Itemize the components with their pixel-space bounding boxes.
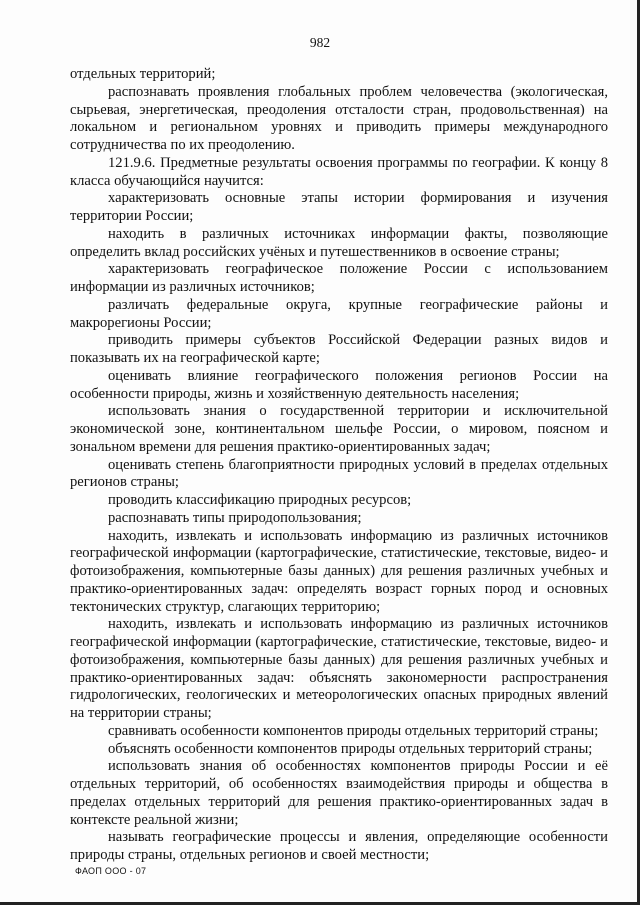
paragraph: использовать знания о государственной территории и исключительной экономической зоне, континентальном шельфе России, о мировом, поясном и зональном времени для решения практико-ориентированных задач; — [70, 403, 608, 455]
footer-document-code: ФАОП ООО - 07 — [75, 866, 147, 876]
paragraph: отдельных территорий; — [70, 66, 216, 82]
paragraph: распознавать типы природопользования; — [108, 509, 362, 526]
document-body — [70, 66, 608, 865]
paragraph: характеризовать географическое положение России с использованием информации из различных источников; — [70, 261, 608, 295]
paragraph: проводить классификацию природных ресурсов; — [108, 492, 412, 508]
page-number: 982 — [309, 35, 331, 50]
paragraph: находить, извлекать и использовать информацию из различных источников географической информации (картографические, статистические, текстовые, видео- и фотоизображения, компьютерные базы данных) для решения различных учебных и практико-ориентированных задач: определять возраст горных пород и основных тектонических структур, слагающих территорию; — [70, 527, 608, 615]
paragraph: распознавать проявления глобальных проблем человечества (экологическая, сырьевая, энергетическая, преодоления отсталости стран, продовольственная) на локальном и региональном уровнях и приводить примеры международного сотрудничества по их преодолению. — [70, 83, 608, 153]
paragraph: оценивать степень благоприятности природных условий в пределах отдельных регионов страны; — [70, 456, 608, 491]
paragraph: находить в различных источниках информации факты, позволяющие определить вклад российских учёных и путешественников в освоение страны; — [70, 225, 608, 260]
paragraph: находить, извлекать и использовать информацию из различных источников географической информации (картографические, статистические, текстовые, видео- и фотоизображения, компьютерные базы данных) для решения различных учебных и практико-ориентированных задач: объяснять закономерности распространения гидрологических, геологических и метеорологических опасных природных явлений на территории страны; — [70, 616, 608, 721]
paragraph: сравнивать особенности компонентов природы отдельных территорий страны; — [108, 722, 599, 739]
paragraph: называть географические процессы и явления, определяющие особенности природы страны, отдельных регионов и своей местности; — [70, 829, 608, 863]
paragraph: использовать знания об особенностях компонентов природы России и её отдельных территорий, об особенностях взаимодействия природы и общества в пределах отдельных территорий для решения практико-ориентированных задач в контексте реальной жизни; — [70, 758, 608, 828]
paragraph: различать федеральные округа, крупные географические районы и макрорегионы России; — [70, 296, 608, 331]
section-heading-paragraph: 121.9.6. Предметные результаты освоения программы по географии. К концу 8 класса обучающийся научится: — [70, 154, 608, 189]
paragraph: оценивать влияние географического положения регионов России на особенности природы, жизнь и хозяйственную деятельность населения; — [70, 367, 608, 402]
paragraph: приводить примеры субъектов Российской Федерации разных видов и показывать их на географической карте; — [70, 332, 608, 366]
paragraph: характеризовать основные этапы истории формирования и изучения территории России; — [70, 190, 608, 224]
paragraph: объяснять особенности компонентов природы отдельных территорий страны; — [108, 740, 593, 757]
